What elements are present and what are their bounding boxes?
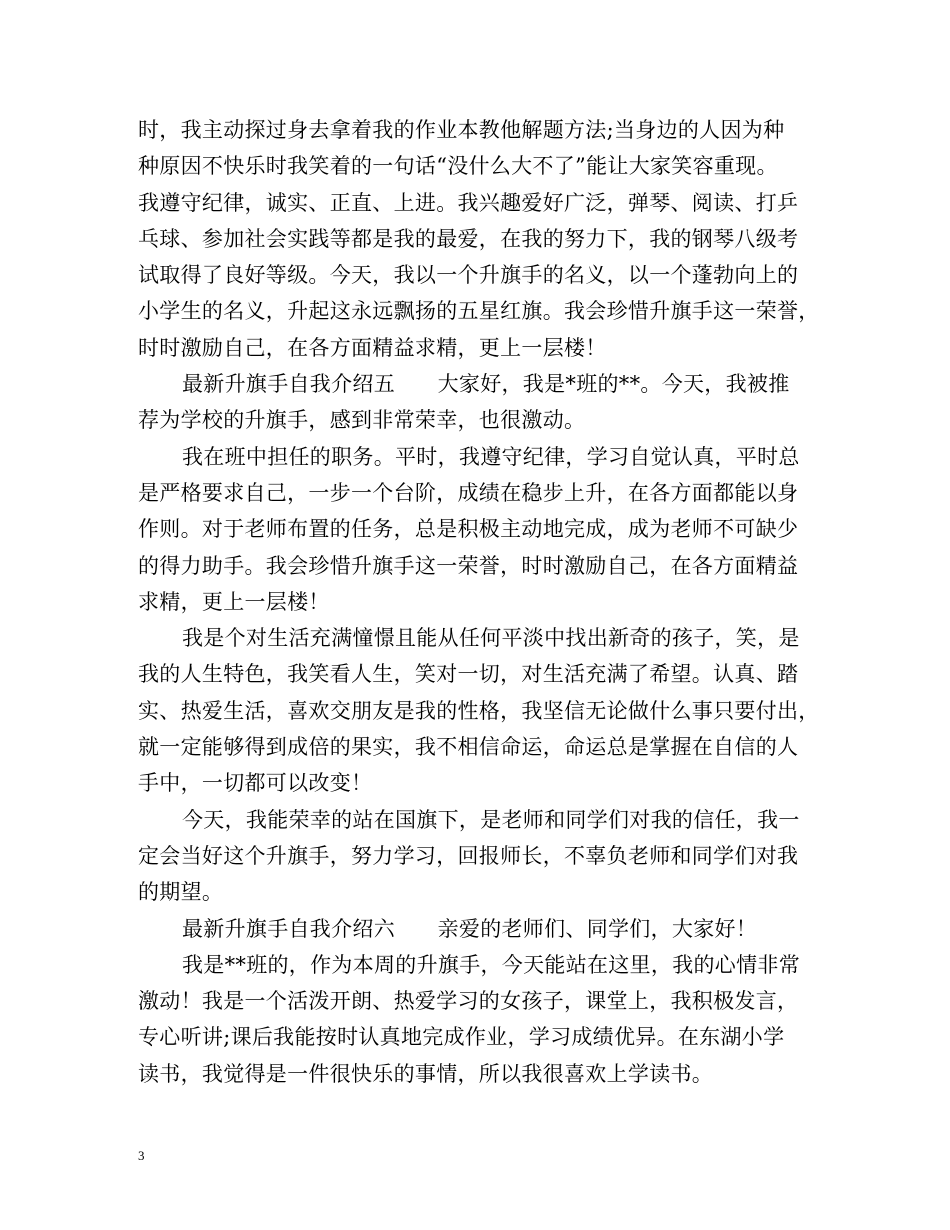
text-line: 定会当好这个升旗手，努力学习，回报师长，不辜负老师和同学们对我 xyxy=(138,843,799,868)
text-line: 的期望。 xyxy=(138,880,224,905)
text-line: 实、热爱生活，喜欢交朋友是我的性格，我坚信无论做什么事只要付出， xyxy=(138,698,820,723)
text-line: 是严格要求自己，一步一个台阶，成绩在稳步上升，在各方面都能以身 xyxy=(138,480,799,505)
text-line: 荐为学校的升旗手，感到非常荣幸，也很激动。 xyxy=(138,408,586,433)
text-line: 我是**班的，作为本周的升旗手，今天能站在这里，我的心情非常 xyxy=(182,952,800,977)
text-line: 专心听讲;课后我能按时认真地完成作业，学习成绩优异。在东湖小学 xyxy=(138,1025,785,1050)
text-line: 试取得了良好等级。今天，我以一个升旗手的名义，以一个蓬勃向上的 xyxy=(138,263,799,288)
page-number: 3 xyxy=(138,1148,145,1163)
text-line: 乓球、参加社会实践等都是我的最爱，在我的努力下，我的钢琴八级考 xyxy=(138,226,799,251)
document-body xyxy=(138,112,818,1092)
text-line: 最新升旗手自我介绍五 大家好，我是*班的**。今天，我被推 xyxy=(182,372,790,397)
text-line: 种原因不快乐时我笑着的一句话“没什么大不了”能让大家笑容重现。 xyxy=(138,154,778,179)
text-line: 读书，我觉得是一件很快乐的事情，所以我很喜欢上学读书。 xyxy=(138,1061,714,1086)
text-line: 我是个对生活充满憧憬且能从任何平淡中找出新奇的孩子，笑，是 xyxy=(182,626,800,651)
text-line: 激动！我是一个活泼开朗、热爱学习的女孩子，课堂上，我积极发言， xyxy=(138,989,799,1014)
text-line: 最新升旗手自我介绍六 亲爱的老师们、同学们，大家好！ xyxy=(182,916,758,941)
text-line: 时时激励自己，在各方面精益求精，更上一层楼！ xyxy=(138,335,607,360)
text-line: 小学生的名义，升起这永远飘扬的五星红旗。我会珍惜升旗手这一荣誉， xyxy=(138,299,820,324)
text-line: 今天，我能荣幸的站在国旗下，是老师和同学们对我的信任，我一 xyxy=(182,807,800,832)
text-line: 作则。对于老师布置的任务，总是积极主动地完成，成为老师不可缺少 xyxy=(138,517,799,542)
text-line: 的得力助手。我会珍惜升旗手这一荣誉，时时激励自己，在各方面精益 xyxy=(138,553,799,578)
text-line: 我在班中担任的职务。平时，我遵守纪律，学习自觉认真，平时总 xyxy=(182,444,800,469)
text-line: 我的人生特色，我笑看人生，笑对一切，对生活充满了希望。认真、踏 xyxy=(138,662,799,687)
text-line: 时，我主动探过身去拿着我的作业本教他解题方法;当身边的人因为种 xyxy=(138,118,785,142)
text-line: 手中，一切都可以改变！ xyxy=(138,771,373,796)
text-line: 我遵守纪律，诚实、正直、上进。我兴趣爱好广泛，弹琴、阅读、打乒 xyxy=(138,190,799,215)
text-line: 就一定能够得到成倍的果实，我不相信命运，命运总是掌握在自信的人 xyxy=(138,735,799,760)
text-line: 求精，更上一层楼！ xyxy=(138,589,330,614)
